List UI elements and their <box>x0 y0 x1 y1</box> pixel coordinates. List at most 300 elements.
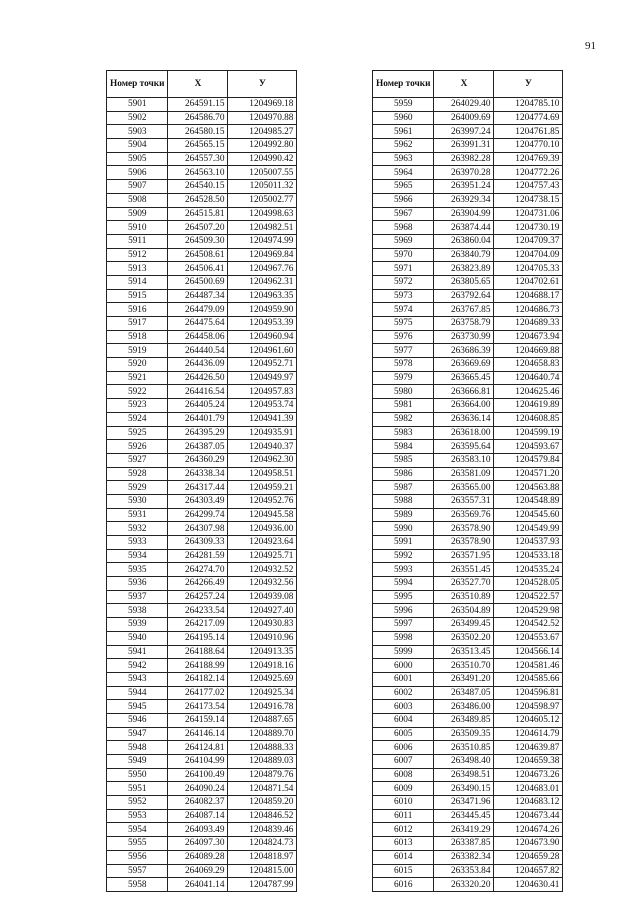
table-row <box>107 700 297 714</box>
table-row <box>373 467 563 481</box>
table-row <box>107 672 297 686</box>
point-number-cell: 5946 <box>107 713 168 727</box>
point-number-cell: 5922 <box>107 385 168 399</box>
y-cell: 1204669.88 <box>494 344 563 358</box>
x-cell: 264557.30 <box>168 152 228 166</box>
point-number-cell: 5978 <box>373 358 434 372</box>
point-number-cell: 5903 <box>107 125 168 139</box>
y-cell: 1204970.88 <box>228 111 297 125</box>
point-number-cell: 5988 <box>373 494 434 508</box>
y-cell: 1204824.73 <box>228 837 297 851</box>
x-cell: 263767.85 <box>434 303 494 317</box>
y-cell: 1204674.26 <box>494 823 563 837</box>
point-number-cell: 5929 <box>107 481 168 495</box>
y-cell: 1204673.44 <box>494 809 563 823</box>
point-number-cell: 5927 <box>107 453 168 467</box>
table-row <box>373 399 563 413</box>
point-number-cell: 5924 <box>107 412 168 426</box>
x-cell: 263498.51 <box>434 768 494 782</box>
x-cell: 263665.45 <box>434 371 494 385</box>
table-row <box>107 727 297 741</box>
x-cell: 263595.64 <box>434 440 494 454</box>
table-row <box>107 467 297 481</box>
x-cell: 264338.34 <box>168 467 228 481</box>
table-row <box>107 768 297 782</box>
y-cell: 1204535.24 <box>494 563 563 577</box>
y-cell: 1204731.06 <box>494 207 563 221</box>
y-cell: 1204925.69 <box>228 672 297 686</box>
x-cell: 264104.99 <box>168 755 228 769</box>
y-cell: 1204990.42 <box>228 152 297 166</box>
point-number-cell: 5912 <box>107 248 168 262</box>
point-number-cell: 5911 <box>107 234 168 248</box>
x-cell: 263510.85 <box>434 741 494 755</box>
point-number-cell: 5951 <box>107 782 168 796</box>
y-cell: 1204985.27 <box>228 125 297 139</box>
table-row <box>373 248 563 262</box>
point-number-cell: 5972 <box>373 275 434 289</box>
table-row <box>107 289 297 303</box>
y-cell: 1204974.99 <box>228 234 297 248</box>
point-number-cell: 5905 <box>107 152 168 166</box>
table-row <box>373 618 563 632</box>
table-row <box>373 659 563 673</box>
point-number-cell: 5926 <box>107 440 168 454</box>
header-x: Х <box>168 71 228 98</box>
table-header-row <box>373 71 563 98</box>
table-row <box>107 590 297 604</box>
point-number-cell: 5985 <box>373 453 434 467</box>
table-row <box>107 604 297 618</box>
y-cell: 1204935.91 <box>228 426 297 440</box>
y-cell: 1204959.90 <box>228 303 297 317</box>
y-cell: 1204961.60 <box>228 344 297 358</box>
x-cell: 263571.95 <box>434 549 494 563</box>
table-row <box>107 303 297 317</box>
y-cell: 1204673.90 <box>494 837 563 851</box>
x-cell: 263970.28 <box>434 166 494 180</box>
y-cell: 1204640.74 <box>494 371 563 385</box>
x-cell: 264233.54 <box>168 604 228 618</box>
table-row <box>373 713 563 727</box>
x-cell: 264303.49 <box>168 494 228 508</box>
point-number-cell: 5949 <box>107 755 168 769</box>
y-cell: 1204599.19 <box>494 426 563 440</box>
y-cell: 1204774.69 <box>494 111 563 125</box>
table-row <box>373 768 563 782</box>
table-row <box>373 426 563 440</box>
point-number-cell: 6008 <box>373 768 434 782</box>
point-number-cell: 5967 <box>373 207 434 221</box>
point-number-cell: 5964 <box>373 166 434 180</box>
table-row <box>373 755 563 769</box>
y-cell: 1204936.00 <box>228 522 297 536</box>
y-cell: 1204925.71 <box>228 549 297 563</box>
x-cell: 264317.44 <box>168 481 228 495</box>
point-number-cell: 5923 <box>107 399 168 413</box>
table-row <box>107 412 297 426</box>
x-cell: 264087.14 <box>168 809 228 823</box>
table-row <box>373 631 563 645</box>
x-cell: 263513.45 <box>434 645 494 659</box>
y-cell: 1204596.81 <box>494 686 563 700</box>
table-row <box>107 152 297 166</box>
x-cell: 263353.84 <box>434 864 494 878</box>
table-row <box>107 180 297 194</box>
y-cell: 1204757.43 <box>494 180 563 194</box>
y-cell: 1205002.77 <box>228 193 297 207</box>
x-cell: 263502.20 <box>434 631 494 645</box>
y-cell: 1204960.94 <box>228 330 297 344</box>
y-cell: 1204910.96 <box>228 631 297 645</box>
point-number-cell: 5943 <box>107 672 168 686</box>
point-number-cell: 5941 <box>107 645 168 659</box>
y-cell: 1204659.28 <box>494 850 563 864</box>
table-row <box>373 358 563 372</box>
point-number-cell: 6002 <box>373 686 434 700</box>
y-cell: 1204704.09 <box>494 248 563 262</box>
table-row <box>107 139 297 153</box>
table-row <box>107 494 297 508</box>
table-row <box>107 234 297 248</box>
y-cell: 1204959.21 <box>228 481 297 495</box>
x-cell: 263805.65 <box>434 275 494 289</box>
point-number-cell: 5934 <box>107 549 168 563</box>
table-row <box>373 234 563 248</box>
table-row <box>373 809 563 823</box>
table-row <box>373 440 563 454</box>
x-cell: 264563.10 <box>168 166 228 180</box>
x-cell: 264487.34 <box>168 289 228 303</box>
x-cell: 263551.45 <box>434 563 494 577</box>
y-cell: 1204593.67 <box>494 440 563 454</box>
y-cell: 1204913.35 <box>228 645 297 659</box>
y-cell: 1204738.15 <box>494 193 563 207</box>
x-cell: 264508.61 <box>168 248 228 262</box>
point-number-cell: 5971 <box>373 262 434 276</box>
y-cell: 1204962.30 <box>228 453 297 467</box>
point-number-cell: 5979 <box>373 371 434 385</box>
x-cell: 263664.00 <box>434 399 494 413</box>
y-cell: 1204705.33 <box>494 262 563 276</box>
x-cell: 263874.44 <box>434 221 494 235</box>
point-number-cell: 6005 <box>373 727 434 741</box>
point-number-cell: 5986 <box>373 467 434 481</box>
x-cell: 264401.79 <box>168 412 228 426</box>
left-table-body <box>107 98 297 892</box>
point-number-cell: 6011 <box>373 809 434 823</box>
y-cell: 1204657.82 <box>494 864 563 878</box>
point-number-cell: 5969 <box>373 234 434 248</box>
y-cell: 1204969.18 <box>228 98 297 112</box>
y-cell: 1204772.26 <box>494 166 563 180</box>
y-cell: 1204545.60 <box>494 508 563 522</box>
point-number-cell: 5916 <box>107 303 168 317</box>
y-cell: 1204932.56 <box>228 577 297 591</box>
point-number-cell: 5907 <box>107 180 168 194</box>
y-cell: 1204815.00 <box>228 864 297 878</box>
y-cell: 1204658.83 <box>494 358 563 372</box>
table-row <box>373 878 563 892</box>
x-cell: 263510.89 <box>434 590 494 604</box>
table-row <box>373 207 563 221</box>
y-cell: 1204605.12 <box>494 713 563 727</box>
x-cell: 264159.14 <box>168 713 228 727</box>
y-cell: 1204659.38 <box>494 755 563 769</box>
x-cell: 264507.20 <box>168 221 228 235</box>
y-cell: 1204969.84 <box>228 248 297 262</box>
table-row <box>107 878 297 892</box>
y-cell: 1204702.61 <box>494 275 563 289</box>
y-cell: 1204871.54 <box>228 782 297 796</box>
point-number-cell: 6015 <box>373 864 434 878</box>
y-cell: 1204787.99 <box>228 878 297 892</box>
point-number-cell: 6010 <box>373 796 434 810</box>
y-cell: 1204918.16 <box>228 659 297 673</box>
x-cell: 263860.04 <box>434 234 494 248</box>
table-row <box>373 645 563 659</box>
point-number-cell: 5906 <box>107 166 168 180</box>
table-row <box>107 741 297 755</box>
table-row <box>373 98 563 112</box>
x-cell: 263486.00 <box>434 700 494 714</box>
x-cell: 263758.79 <box>434 317 494 331</box>
point-number-cell: 5902 <box>107 111 168 125</box>
y-cell: 1204614.79 <box>494 727 563 741</box>
x-cell: 263583.10 <box>434 453 494 467</box>
point-number-cell: 5968 <box>373 221 434 235</box>
y-cell: 1204962.31 <box>228 275 297 289</box>
table-row <box>107 782 297 796</box>
point-number-cell: 6013 <box>373 837 434 851</box>
y-cell: 1204940.37 <box>228 440 297 454</box>
table-row <box>373 563 563 577</box>
y-cell: 1204839.46 <box>228 823 297 837</box>
point-number-cell: 5901 <box>107 98 168 112</box>
x-cell: 263840.79 <box>434 248 494 262</box>
point-number-cell: 6001 <box>373 672 434 686</box>
x-cell: 263489.85 <box>434 713 494 727</box>
point-number-cell: 5957 <box>107 864 168 878</box>
y-cell: 1204528.05 <box>494 577 563 591</box>
y-cell: 1204673.94 <box>494 330 563 344</box>
y-cell: 1204639.87 <box>494 741 563 755</box>
table-row <box>373 522 563 536</box>
y-cell: 1204548.89 <box>494 494 563 508</box>
point-number-cell: 5959 <box>373 98 434 112</box>
x-cell: 264274.70 <box>168 563 228 577</box>
table-row <box>107 645 297 659</box>
table-row <box>373 796 563 810</box>
point-number-cell: 5944 <box>107 686 168 700</box>
point-number-cell: 5965 <box>373 180 434 194</box>
y-cell: 1204889.03 <box>228 755 297 769</box>
y-cell: 1204683.12 <box>494 796 563 810</box>
table-row <box>373 549 563 563</box>
table-row <box>107 549 297 563</box>
x-cell: 264097.30 <box>168 837 228 851</box>
table-row <box>373 289 563 303</box>
x-cell: 264436.09 <box>168 358 228 372</box>
x-cell: 263557.31 <box>434 494 494 508</box>
x-cell: 264458.06 <box>168 330 228 344</box>
point-number-cell: 5977 <box>373 344 434 358</box>
table-row <box>107 385 297 399</box>
table-row <box>107 248 297 262</box>
x-cell: 263581.09 <box>434 467 494 481</box>
y-cell: 1204761.85 <box>494 125 563 139</box>
header-point-number: Номер точки <box>373 71 434 98</box>
table-row <box>373 741 563 755</box>
y-cell: 1204553.67 <box>494 631 563 645</box>
y-cell: 1204967.76 <box>228 262 297 276</box>
point-number-cell: 5996 <box>373 604 434 618</box>
x-cell: 263823.89 <box>434 262 494 276</box>
x-cell: 264281.59 <box>168 549 228 563</box>
table-row <box>373 385 563 399</box>
x-cell: 264515.81 <box>168 207 228 221</box>
point-number-cell: 5963 <box>373 152 434 166</box>
table-row <box>107 850 297 864</box>
point-number-cell: 5928 <box>107 467 168 481</box>
table-header-row <box>107 71 297 98</box>
table-row <box>373 330 563 344</box>
y-cell: 1204953.39 <box>228 317 297 331</box>
table-row <box>107 98 297 112</box>
table-row <box>373 590 563 604</box>
y-cell: 1205011.32 <box>228 180 297 194</box>
x-cell: 263792.64 <box>434 289 494 303</box>
y-cell: 1204941.39 <box>228 412 297 426</box>
x-cell: 264029.40 <box>434 98 494 112</box>
point-number-cell: 6012 <box>373 823 434 837</box>
y-cell: 1204709.37 <box>494 234 563 248</box>
y-cell: 1204770.10 <box>494 139 563 153</box>
table-row <box>107 755 297 769</box>
table-row <box>373 111 563 125</box>
point-number-cell: 5940 <box>107 631 168 645</box>
y-cell: 1204608.85 <box>494 412 563 426</box>
x-cell: 264309.33 <box>168 536 228 550</box>
point-number-cell: 5942 <box>107 659 168 673</box>
point-number-cell: 5962 <box>373 139 434 153</box>
table-row <box>373 152 563 166</box>
x-cell: 264266.49 <box>168 577 228 591</box>
point-number-cell: 6014 <box>373 850 434 864</box>
y-cell: 1204689.33 <box>494 317 563 331</box>
point-number-cell: 5960 <box>373 111 434 125</box>
table-row <box>373 823 563 837</box>
y-cell: 1204888.33 <box>228 741 297 755</box>
table-row <box>107 823 297 837</box>
point-number-cell: 6000 <box>373 659 434 673</box>
x-cell: 264217.09 <box>168 618 228 632</box>
x-cell: 263636.14 <box>434 412 494 426</box>
point-number-cell: 5954 <box>107 823 168 837</box>
x-cell: 264479.09 <box>168 303 228 317</box>
x-cell: 263686.39 <box>434 344 494 358</box>
x-cell: 264146.14 <box>168 727 228 741</box>
x-cell: 264195.14 <box>168 631 228 645</box>
y-cell: 1204688.17 <box>494 289 563 303</box>
point-number-cell: 5908 <box>107 193 168 207</box>
table-row <box>373 577 563 591</box>
table-row <box>373 262 563 276</box>
header-y: У <box>228 71 297 98</box>
point-number-cell: 5984 <box>373 440 434 454</box>
table-row <box>107 221 297 235</box>
point-number-cell: 5952 <box>107 796 168 810</box>
table-row <box>373 536 563 550</box>
y-cell: 1204887.65 <box>228 713 297 727</box>
x-cell: 264082.37 <box>168 796 228 810</box>
right-table-body <box>373 98 563 892</box>
x-cell: 263904.99 <box>434 207 494 221</box>
table-row <box>373 837 563 851</box>
point-number-cell: 6003 <box>373 700 434 714</box>
x-cell: 263666.81 <box>434 385 494 399</box>
point-number-cell: 5980 <box>373 385 434 399</box>
point-number-cell: 5989 <box>373 508 434 522</box>
table-row <box>373 180 563 194</box>
x-cell: 264528.50 <box>168 193 228 207</box>
y-cell: 1204952.76 <box>228 494 297 508</box>
header-y: У <box>494 71 563 98</box>
table-row <box>107 837 297 851</box>
point-number-cell: 5917 <box>107 317 168 331</box>
point-number-cell: 5999 <box>373 645 434 659</box>
x-cell: 264089.28 <box>168 850 228 864</box>
table-row <box>107 317 297 331</box>
x-cell: 264188.99 <box>168 659 228 673</box>
y-cell: 1204730.19 <box>494 221 563 235</box>
x-cell: 264090.24 <box>168 782 228 796</box>
point-number-cell: 5932 <box>107 522 168 536</box>
table-row <box>107 193 297 207</box>
point-number-cell: 5995 <box>373 590 434 604</box>
y-cell: 1204686.73 <box>494 303 563 317</box>
x-cell: 263504.89 <box>434 604 494 618</box>
point-number-cell: 5958 <box>107 878 168 892</box>
point-number-cell: 6009 <box>373 782 434 796</box>
x-cell: 264591.15 <box>168 98 228 112</box>
y-cell: 1204932.52 <box>228 563 297 577</box>
x-cell: 264093.49 <box>168 823 228 837</box>
point-number-cell: 5947 <box>107 727 168 741</box>
table-row <box>373 125 563 139</box>
y-cell: 1204952.71 <box>228 358 297 372</box>
x-cell: 263471.96 <box>434 796 494 810</box>
x-cell: 264509.30 <box>168 234 228 248</box>
y-cell: 1204522.57 <box>494 590 563 604</box>
y-cell: 1204625.46 <box>494 385 563 399</box>
x-cell: 264257.24 <box>168 590 228 604</box>
point-number-cell: 6016 <box>373 878 434 892</box>
right-coordinates-table <box>372 70 563 892</box>
point-number-cell: 5914 <box>107 275 168 289</box>
table-row <box>107 262 297 276</box>
y-cell: 1204563.88 <box>494 481 563 495</box>
y-cell: 1204927.40 <box>228 604 297 618</box>
x-cell: 264069.29 <box>168 864 228 878</box>
point-number-cell: 5974 <box>373 303 434 317</box>
x-cell: 263565.00 <box>434 481 494 495</box>
y-cell: 1204879.76 <box>228 768 297 782</box>
table-row <box>373 727 563 741</box>
x-cell: 263578.90 <box>434 536 494 550</box>
point-number-cell: 5931 <box>107 508 168 522</box>
point-number-cell: 5991 <box>373 536 434 550</box>
